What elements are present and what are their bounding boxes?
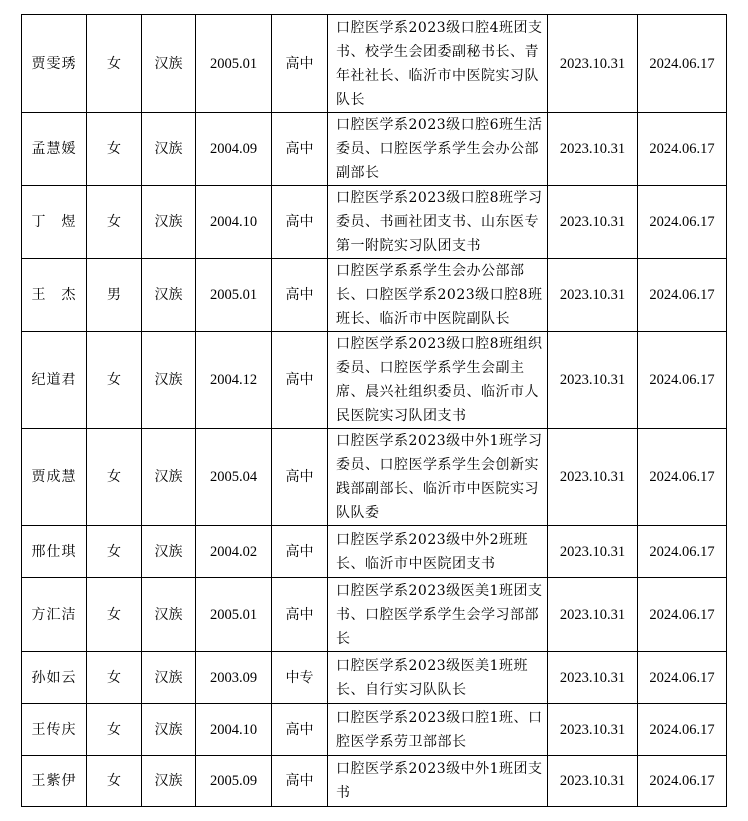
table-body [22,15,727,807]
cell-education: 高中 [272,332,328,429]
table-row [22,756,727,807]
cell-ethnicity: 汉族 [142,332,196,429]
cell-positions: 口腔医学系系学生会办公部部长、口腔医学系2023级口腔8班班长、临沂市中医院副队长 [328,259,548,332]
cell-gender: 女 [87,652,142,704]
cell-birth: 2005.09 [196,756,272,807]
cell-start-date: 2023.10.31 [548,704,638,756]
cell-end-date: 2024.06.17 [638,259,727,332]
cell-education: 高中 [272,756,328,807]
cell-education: 高中 [272,186,328,259]
cell-birth: 2005.04 [196,429,272,526]
cell-start-date: 2023.10.31 [548,429,638,526]
cell-education: 高中 [272,113,328,186]
cell-gender: 女 [87,578,142,652]
cell-start-date: 2023.10.31 [548,15,638,113]
cell-name: 方汇洁 [22,578,87,652]
cell-positions: 口腔医学系2023级口腔8班组织委员、口腔医学系学生会副主席、晨兴社组织委员、临沂市人民医院实习队团支书 [328,332,548,429]
cell-end-date: 2024.06.17 [638,15,727,113]
table-row [22,704,727,756]
cell-gender: 女 [87,15,142,113]
cell-name: 贾成慧 [22,429,87,526]
cell-ethnicity: 汉族 [142,526,196,578]
cell-name: 王紫伊 [22,756,87,807]
cell-start-date: 2023.10.31 [548,259,638,332]
cell-positions: 口腔医学系2023级医美1班团支书、口腔医学系学生会学习部部长 [328,578,548,652]
cell-end-date: 2024.06.17 [638,186,727,259]
cell-gender: 女 [87,429,142,526]
cell-start-date: 2023.10.31 [548,186,638,259]
table-row [22,429,727,526]
cell-ethnicity: 汉族 [142,113,196,186]
cell-gender: 女 [87,113,142,186]
cell-positions: 口腔医学系2023级医美1班班长、自行实习队队长 [328,652,548,704]
cell-ethnicity: 汉族 [142,429,196,526]
cell-education: 高中 [272,526,328,578]
table-row [22,15,727,113]
cell-name: 贾雯琇 [22,15,87,113]
cell-end-date: 2024.06.17 [638,429,727,526]
cell-birth: 2004.10 [196,186,272,259]
cell-ethnicity: 汉族 [142,704,196,756]
cell-ethnicity: 汉族 [142,756,196,807]
cell-positions: 口腔医学系2023级口腔6班生活委员、口腔医学系学生会办公部副部长 [328,113,548,186]
cell-name: 王 杰 [22,259,87,332]
cell-ethnicity: 汉族 [142,578,196,652]
cell-positions: 口腔医学系2023级中外2班班长、临沂市中医院团支书 [328,526,548,578]
cell-positions: 口腔医学系2023级中外1班学习委员、口腔医学系学生会创新实践部副部长、临沂市中医院实习队队委 [328,429,548,526]
table-row [22,186,727,259]
cell-ethnicity: 汉族 [142,652,196,704]
cell-positions: 口腔医学系2023级口腔1班、口腔医学系劳卫部部长 [328,704,548,756]
cell-end-date: 2024.06.17 [638,332,727,429]
cell-education: 中专 [272,652,328,704]
table-row [22,652,727,704]
cell-start-date: 2023.10.31 [548,756,638,807]
cell-start-date: 2023.10.31 [548,332,638,429]
cell-name: 孙如云 [22,652,87,704]
cell-name: 丁 煜 [22,186,87,259]
cell-start-date: 2023.10.31 [548,113,638,186]
cell-gender: 女 [87,332,142,429]
table-row [22,332,727,429]
cell-name: 邢仕琪 [22,526,87,578]
cell-birth: 2004.02 [196,526,272,578]
cell-gender: 女 [87,186,142,259]
cell-name: 纪道君 [22,332,87,429]
cell-ethnicity: 汉族 [142,15,196,113]
cell-birth: 2005.01 [196,578,272,652]
cell-gender: 女 [87,526,142,578]
table-row [22,578,727,652]
cell-birth: 2004.09 [196,113,272,186]
cell-start-date: 2023.10.31 [548,526,638,578]
cell-ethnicity: 汉族 [142,259,196,332]
cell-education: 高中 [272,15,328,113]
table-row [22,526,727,578]
cell-end-date: 2024.06.17 [638,113,727,186]
cell-education: 高中 [272,429,328,526]
table-row [22,259,727,332]
cell-education: 高中 [272,704,328,756]
cell-end-date: 2024.06.17 [638,756,727,807]
table-row [22,113,727,186]
cell-positions: 口腔医学系2023级口腔8班学习委员、书画社团支书、山东医专第一附院实习队团支书 [328,186,548,259]
cell-positions: 口腔医学系2023级口腔4班团支书、校学生会团委副秘书长、青年社社长、临沂市中医院实习队队长 [328,15,548,113]
cell-birth: 2004.10 [196,704,272,756]
cell-education: 高中 [272,259,328,332]
cell-start-date: 2023.10.31 [548,578,638,652]
cell-birth: 2003.09 [196,652,272,704]
cell-start-date: 2023.10.31 [548,652,638,704]
cell-name: 王传庆 [22,704,87,756]
cell-education: 高中 [272,578,328,652]
cell-birth: 2005.01 [196,15,272,113]
cell-end-date: 2024.06.17 [638,526,727,578]
cell-gender: 男 [87,259,142,332]
cell-end-date: 2024.06.17 [638,652,727,704]
cell-gender: 女 [87,704,142,756]
cell-name: 孟慧媛 [22,113,87,186]
cell-positions: 口腔医学系2023级中外1班团支书 [328,756,548,807]
cell-end-date: 2024.06.17 [638,704,727,756]
member-table [21,14,727,807]
cell-birth: 2005.01 [196,259,272,332]
cell-birth: 2004.12 [196,332,272,429]
cell-end-date: 2024.06.17 [638,578,727,652]
cell-ethnicity: 汉族 [142,186,196,259]
cell-gender: 女 [87,756,142,807]
